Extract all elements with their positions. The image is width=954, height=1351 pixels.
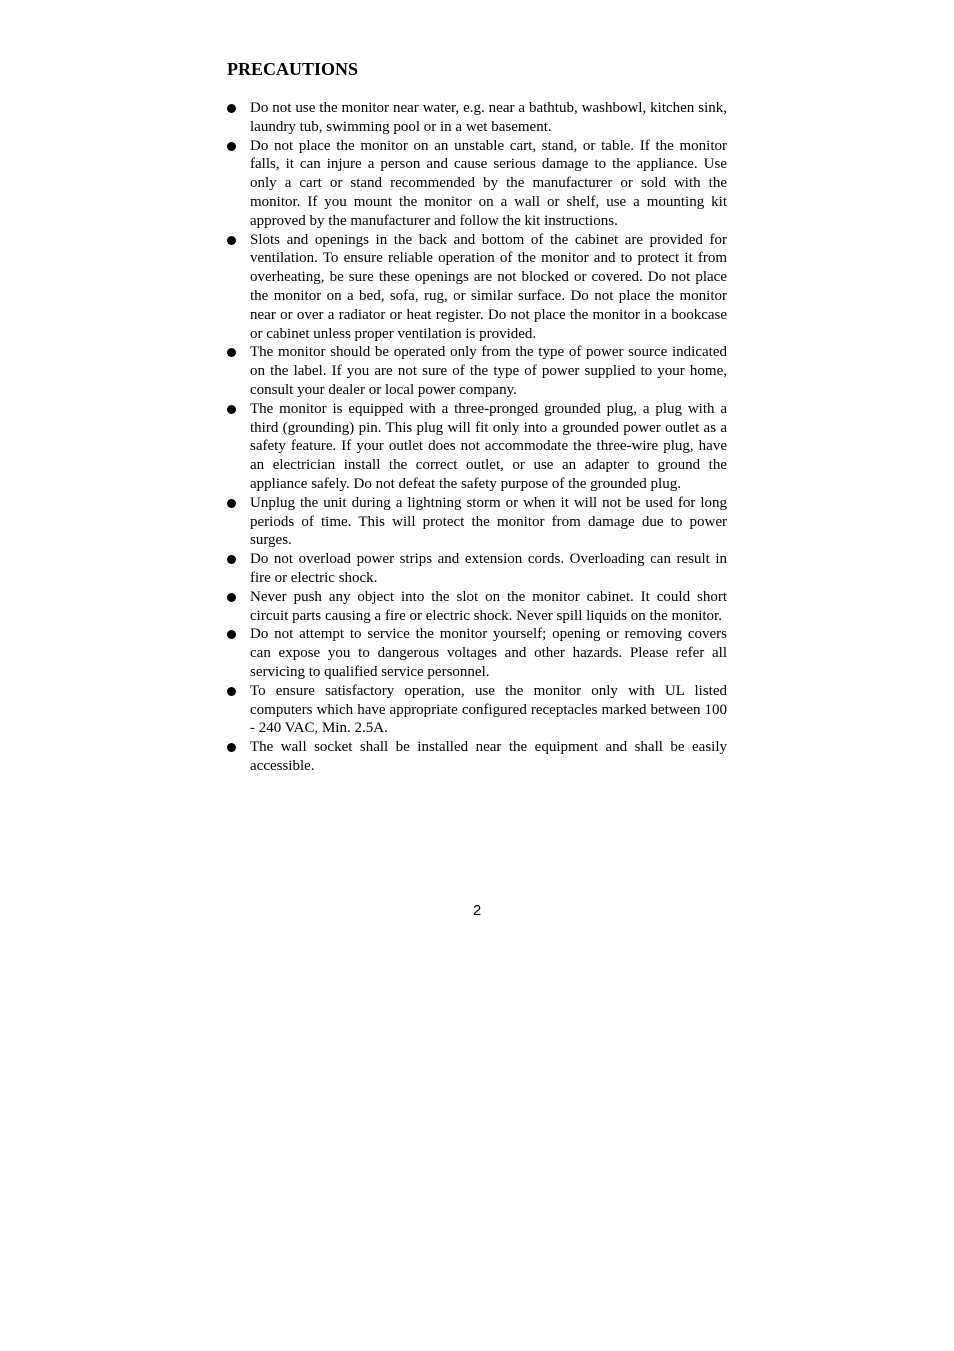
bullet-icon (227, 499, 236, 508)
page-title: PRECAUTIONS (227, 59, 359, 79)
list-item (227, 494, 727, 550)
bullet-icon (227, 687, 236, 696)
list-item (227, 137, 727, 231)
list-item (227, 550, 727, 588)
bullet-icon (227, 593, 236, 602)
bullet-icon (227, 348, 236, 357)
precautions-list (227, 99, 727, 776)
bullet-icon (227, 743, 236, 752)
bullet-icon (227, 630, 236, 639)
page-number: 2 (472, 902, 482, 919)
bullet-icon (227, 555, 236, 564)
bullet-icon (227, 142, 236, 151)
list-item (227, 625, 727, 681)
list-item (227, 588, 727, 626)
list-item (227, 738, 727, 776)
list-item-text: Do not attempt to service the monitor yourself; opening or removing covers can expose you to dangerous voltages and other hazards. Please refer all servicing to qualified service personnel. (250, 626, 727, 680)
bullet-icon (227, 236, 236, 245)
list-item-text: Slots and openings in the back and bottom of the cabinet are provided for ventilation. To ensure reliable operation of the monitor and to protect it from overheating, be sure these openings are not blocked or covered. Do not place the monitor on a bed, sofa, rug, or similar surface. Do not place the monitor near or over a radiator or heat register. Do not place the monitor in a bookcase or cabinet unless proper ventilation is provided. (250, 231, 727, 342)
list-item (227, 99, 727, 137)
list-item-text: The monitor is equipped with a three-pronged grounded plug, a plug with a third (grounding) pin. This plug will fit only into a grounded power outlet as a safety feature. If your outlet does not accommodate the three-wire plug, have an electrician install the correct outlet, or use an adapter to ground the appliance safely. Do not defeat the safety purpose of the grounded plug. (250, 400, 727, 492)
list-item (227, 231, 727, 344)
list-item-text: To ensure satisfactory operation, use the monitor only with UL listed computers which have appropriate configured receptacles marked between 100 - 240 VAC, Min. 2.5A. (250, 682, 727, 737)
list-item (227, 682, 727, 738)
list-item-text: Never push any object into the slot on the monitor cabinet. It could short circuit parts causing a fire or electric shock. Never spill liquids on the monitor. (250, 588, 727, 624)
bullet-icon (227, 104, 236, 113)
list-item (227, 400, 727, 494)
list-item-text: The monitor should be operated only from the type of power source indicated on the label. If you are not sure of the type of power supplied to your home, consult your dealer or local power company. (250, 344, 727, 398)
list-item-text: Do not overload power strips and extension cords. Overloading can result in fire or electric shock. (250, 551, 727, 586)
list-item-text: Do not use the monitor near water, e.g. near a bathtub, washbowl, kitchen sink, laundry tub, swimming pool or in a wet basement. (250, 100, 727, 135)
list-item-text: Do not place the monitor on an unstable cart, stand, or table. If the monitor falls, it can injure a person and cause serious damage to the appliance. Use only a cart or stand recommended by the manufacturer or sold with the monitor. If you mount the monitor on a wall or shelf, use a mounting kit approved by the manufacturer and follow the kit instructions. (250, 137, 727, 229)
list-item-text: The wall socket shall be installed near the equipment and shall be easily accessible. (250, 739, 727, 774)
bullet-icon (227, 405, 236, 414)
list-item-text: Unplug the unit during a lightning storm or when it will not be used for long periods of time. This will protect the monitor from damage due to power surges. (250, 494, 727, 549)
list-item (227, 343, 727, 399)
